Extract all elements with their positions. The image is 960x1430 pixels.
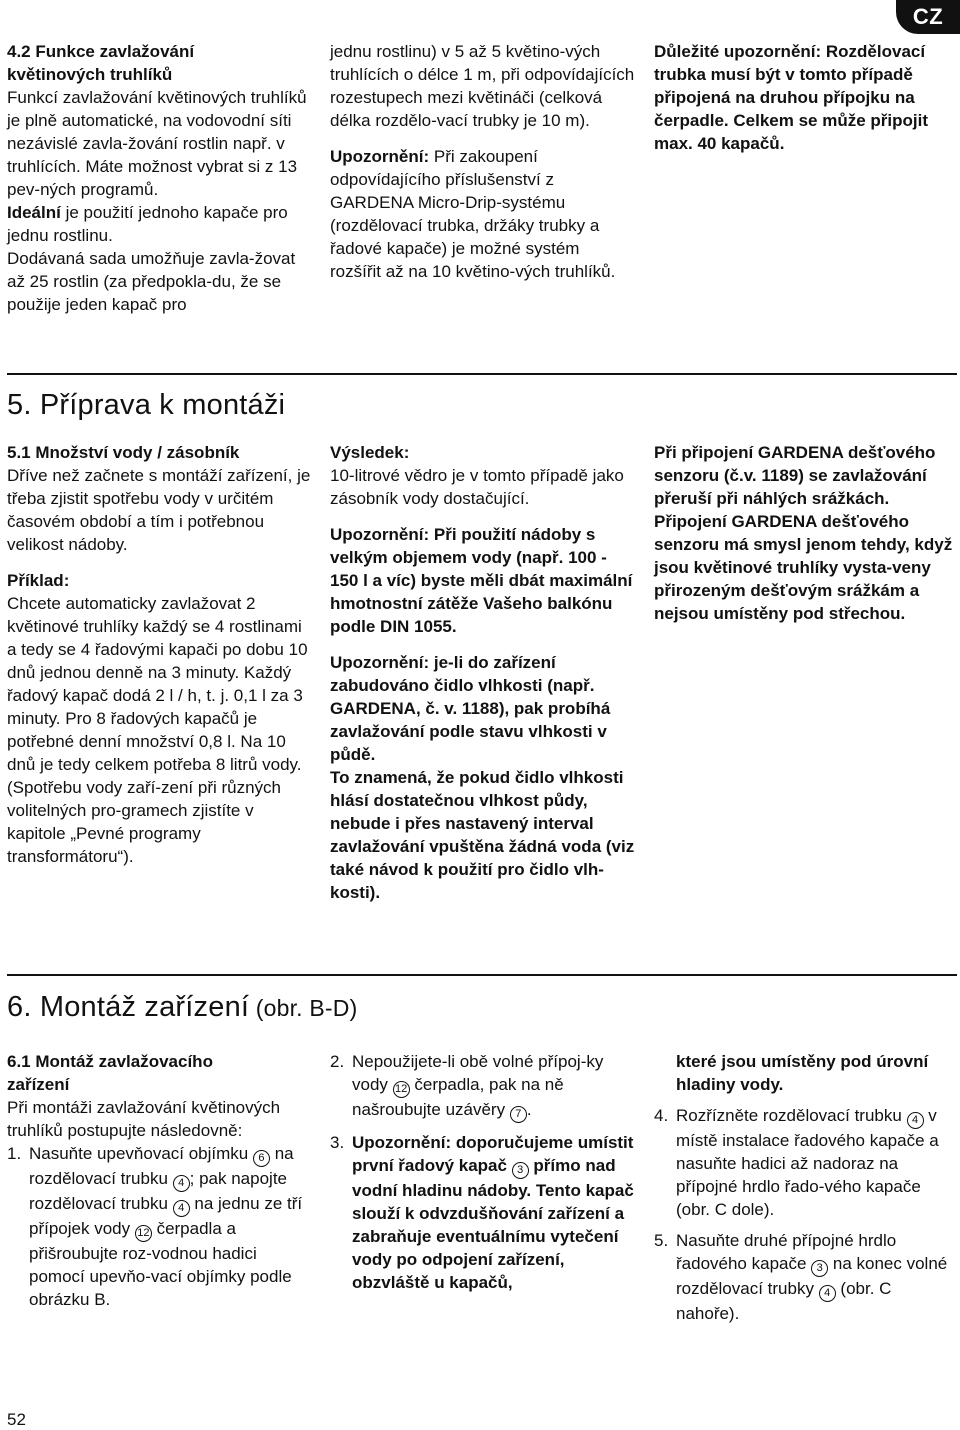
list-item [7,1142,312,1311]
sec5-intro-block [7,441,312,556]
sec6-title-line1: 6.1 Montáž zavlažovacího [7,1052,213,1071]
list-item [330,1050,635,1123]
step-number: 3. [330,1133,345,1152]
step-text [676,1104,959,1221]
sec4-ideal-text: je použití jednoho kapače pro jednu rostlinu. [7,203,288,245]
step-text [676,1229,959,1325]
sec5-rain-text: Při připojení GARDENA dešťového senzoru (č.v. 1189) se zavlažování přeruší při náhlých srážkách. Připojení GARDENA dešťového senzoru má smysl jenom tehdy, když jsou květinové truhlíky vysta-veny přirozeným dešťovým srážkám a nejsou umístěny pod střechou. [654,443,953,623]
step-number: 5. [654,1231,669,1250]
sec6-steps-1 [7,1142,312,1311]
step-number: 2. [330,1052,345,1071]
step-text-part: přímo nad vodní hladinu nádoby. Tento kapač slouží k odvzdušňování zařízení a zabraňuje eventuálnímu vytečení vody po odpojení zařízení, obzvláště u kapačů, [352,1156,634,1292]
language-badge [896,0,960,34]
step-text-part: . [526,1100,532,1119]
sec4-continued: jednu rostlinu) v 5 až 5 květino-vých truhlících o délce 1 m, při odpovídajících rozestupech mezi květináči (celková délka rozdělo-vací trubky je 10 m). [330,42,635,130]
sec6-heading-sub: (obr. B-D) [249,995,358,1021]
sec4-note [330,145,635,283]
language-badge-label: CZ [912,4,944,29]
list-item [654,1050,959,1096]
sec6-steps-3 [654,1050,959,1325]
sec5-warning1-label: Upozornění: [330,525,430,544]
sec4-col2 [330,40,635,283]
sec5-warning1 [330,523,635,638]
step-text [352,1131,635,1294]
step-number: 1. [7,1144,22,1163]
sec5-col2 [330,441,635,904]
circled-number-icon: 6 [253,1150,270,1167]
sec4-col1 [7,40,312,316]
sec4-title-line1: 4.2 Funkce zavlažování [7,42,195,61]
circled-number-icon: 12 [393,1081,410,1098]
sec5-warning2 [330,651,635,904]
sec4-note-label: Upozornění: [330,147,430,166]
sec6-heading [7,990,357,1025]
list-item [654,1104,959,1221]
step-text-part: Nepoužijete-li obě volné přípoj-ky vody [352,1052,604,1094]
sec6-col3 [654,1050,959,1325]
sec6-heading-main: 6. Montáž zařízení [7,991,250,1023]
circled-number-icon: 3 [811,1260,828,1277]
circled-number-icon: 4 [173,1175,190,1192]
step-text-part: Rozřízněte rozdělovací trubku [676,1106,907,1125]
sec5-example-text: Chcete automaticky zavlažovat 2 květinové truhlíky každý se 4 rostlinami a tedy se 4 řadovými kapači po dobu 10 dnů jednou denně na 3 minuty. Každý řadový kapač dodá 2 l / h, t. j. 0,1 l za 3 minuty. Pro 8 řadových kapačů je potřebné denní množství 0,8 l. Na 10 dnů je tedy celkem potřeba 8 litrů vody. (Spotřebu vody zaří-zení při různých volitelných pro-gramech zjistíte v kapitole „Pevné programy transformátoru“). [7,594,308,866]
sec5-result-label: Výsledek: [330,443,410,462]
step-number: 4. [654,1106,669,1125]
sec4-title [7,40,312,316]
circled-number-icon: 7 [510,1106,527,1123]
circled-number-icon: 4 [173,1200,190,1217]
step-text-part: ; pak napojte rozdělovací trubku [29,1169,287,1213]
section-divider [7,974,957,976]
sec4-col3 [654,40,959,155]
sec5-title: 5.1 Množství vody / zásobník [7,443,240,462]
step-text [29,1142,312,1311]
sec6-intro: Při montáži zavlažování květinových truhlíků postupujte následovně: [7,1098,281,1140]
circled-number-icon: 4 [819,1285,836,1302]
list-item [330,1131,635,1294]
sec6-col1 [7,1050,312,1311]
sec4-important-text: Důležité upozornění: Rozdělovací trubka musí být v tomto případě připojená na druhou přípojku na čerpadle. Celkem se může připojit max. 40 kapačů. [654,42,928,153]
step-text-part: na jednu ze tří přípojek vody [29,1194,303,1238]
step-text-part: (obr. C nahoře). [676,1279,892,1323]
sec5-warning2-b: To znamená, že pokud čidlo vlhkosti hlásí dostatečnou vlhkost půdy, nebude i přes nastavený interval zavlažování vpuštěna žádná voda (viz také návod k použití pro čidlo vlh-kosti). [330,768,635,902]
sec4-title-line2: květinových truhlíků [7,65,173,84]
step-text-part: na konec volné rozdělovací trubky [676,1254,948,1298]
sec5-col3 [654,441,959,625]
step-text [352,1050,635,1123]
sec5-rain [654,441,959,625]
sec5-result [330,441,635,510]
step-text-part: Nasuňte druhé přípojné hrdlo řadového kapače [676,1231,897,1273]
sec5-warning2-a: Upozornění: je-li do zařízení zabudováno čidlo vlhkosti (např. GARDENA, č. v. 1188), pak probíhá zavlažování podle stavu vlhkosti v půdě. [330,653,611,764]
step-text-part: na rozdělovací trubku [29,1144,294,1188]
sec5-warning1-text: Při použití nádoby s velkým objemem vody (např. 100 - 150 l a víc) byste měli dbát maximální hmotnostní zátěže Vašeho balkónu podle DIN 1055. [330,525,633,636]
step-text-part: Nasuňte upevňovací objímku [29,1144,253,1163]
sec4-intro: Funkcí zavlažování květinových truhlíků je plně automatické, na vodovodní síti nezávislé zavla-žování rostlin např. v truhlících. Máte možnost vybrat si z 13 pev-ných programů. [7,88,307,199]
circled-number-icon: 3 [512,1162,529,1179]
sec5-example-label: Příklad: [7,571,70,590]
sec6-col2 [330,1050,635,1294]
step-text-part: Upozornění: doporučujeme umístit první řadový kapač [352,1133,634,1175]
sec4-note-text: Při zakoupení odpovídajícího příslušenství z GARDENA Micro-Drip-systému (rozdělovací trubka, držáky trubky a řadové kapače) je možné systém rozšířit až na 10 květino-vých truhlíků. [330,147,616,281]
sec4-important [654,40,959,155]
sec6-steps-2 [330,1050,635,1294]
list-item [654,1229,959,1325]
step-text [676,1050,959,1096]
circled-number-icon: 12 [135,1225,152,1242]
sec5-col1 [7,441,312,868]
sec4-supplied-text: Dodávaná sada umožňuje zavla-žovat až 25 rostlin (za předpokla-du, že se použije jeden kapač pro [7,249,296,314]
section-divider [7,373,957,375]
sec6-title-line2: zařízení [7,1075,70,1094]
step-text-part: v místě instalace řadového kapače a nasuňte hadici až nadoraz na přípojné hrdlo řado-vého kapače (obr. C dole). [676,1106,939,1219]
circled-number-icon: 4 [907,1112,924,1129]
step-text-part: čerpadla, pak na ně našroubujte uzávěry [352,1075,564,1119]
sec5-example [7,569,312,868]
sec6-intro-block [7,1050,312,1142]
step-text-part: které jsou umístěny pod úrovní hladiny vody. [676,1052,929,1094]
sec4-ideal-bold: Ideální [7,203,61,222]
sec5-result-text: 10-litrové vědro je v tomto případě jako zásobník vody dostačující. [330,466,624,508]
sec5-intro: Dříve než začnete s montáží zařízení, je třeba zjistit spotřebu vody v určitém časovém období a tím i potřebnou velikost nádoby. [7,466,311,554]
page-number: 52 [7,1410,26,1429]
sec5-heading: 5. Příprava k montáži [7,389,286,421]
step-text-part: čerpadla a přišroubujte roz-vodnou hadici pomocí upevňo-vací objímky podle obrázku B. [29,1219,292,1309]
